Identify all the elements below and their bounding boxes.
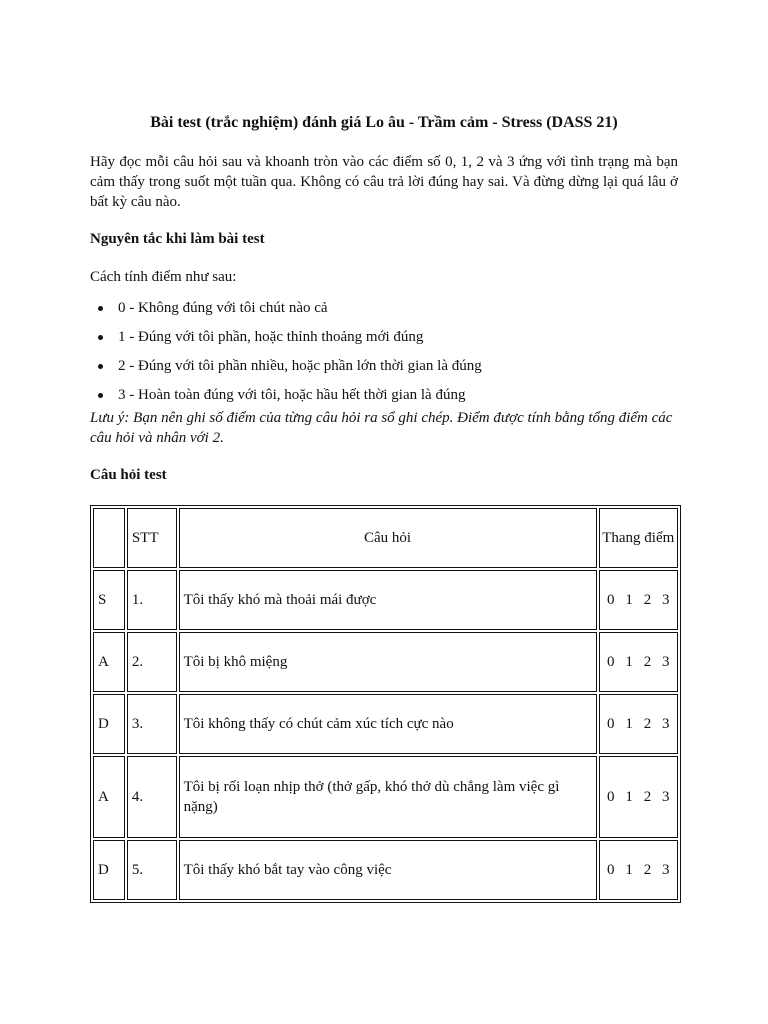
row-stt-cell: 2. [127, 632, 177, 692]
scoring-item: 2 - Đúng với tôi phần nhiều, hoặc phần lớn thời gian là đúng [90, 356, 482, 385]
row-stt-cell: 4. [127, 756, 177, 838]
table-row [93, 570, 678, 630]
row-question-cell: Tôi không thấy có chút cảm xúc tích cực nào [179, 694, 597, 754]
row-score-cell [599, 840, 678, 900]
table-header-row [93, 508, 678, 568]
row-stt-cell: 5. [127, 840, 177, 900]
header-question-cell: Câu hỏi [179, 508, 597, 568]
score-option[interactable]: 1 [625, 591, 633, 608]
row-stt-cell: 1. [127, 570, 177, 630]
table-row [93, 694, 678, 754]
score-option[interactable]: 1 [625, 653, 633, 670]
row-type-cell: A [93, 632, 125, 692]
row-question-cell: Tôi thấy khó mà thoải mái được [179, 570, 597, 630]
score-option[interactable]: 2 [643, 861, 652, 878]
score-option[interactable]: 0 [606, 653, 615, 670]
score-option[interactable]: 1 [625, 788, 633, 805]
score-option[interactable]: 3 [662, 591, 670, 608]
row-stt-cell: 3. [127, 694, 177, 754]
row-score-cell [599, 570, 678, 630]
scoring-item: 3 - Hoàn toàn đúng với tôi, hoặc hầu hết thời gian là đúng [90, 385, 482, 414]
row-score-cell [599, 756, 678, 838]
score-option[interactable]: 0 [606, 861, 615, 878]
questions-table [90, 505, 681, 903]
header-scale-cell: Thang điểm [599, 508, 678, 568]
header-stt-cell: STT [127, 508, 177, 568]
score-option[interactable]: 3 [662, 715, 670, 732]
row-score-cell [599, 694, 678, 754]
row-type-cell: A [93, 756, 125, 838]
score-option[interactable]: 0 [606, 591, 615, 608]
score-option[interactable]: 1 [625, 861, 633, 878]
score-option[interactable]: 0 [606, 715, 615, 732]
row-score-cell [599, 632, 678, 692]
score-option[interactable]: 0 [606, 788, 615, 805]
row-type-cell: S [93, 570, 125, 630]
scoring-item: 0 - Không đúng với tôi chút nào cả [90, 298, 482, 327]
note-paragraph: Lưu ý: Bạn nên ghi số điểm của từng câu hỏi ra sổ ghi chép. Điểm được tính bằng tổng điểm các câu hỏi và nhân với 2. [90, 410, 673, 446]
row-question-cell: Tôi bị khô miệng [179, 632, 597, 692]
score-option[interactable]: 1 [625, 715, 633, 732]
score-option[interactable]: 2 [643, 788, 652, 805]
table-row [93, 632, 678, 692]
row-type-cell: D [93, 694, 125, 754]
intro-paragraph: Hãy đọc mỗi câu hỏi sau và khoanh tròn vào các điểm số 0, 1, 2 và 3 ứng với tình trạng mà bạn cảm thấy trong suốt một tuần qua. Không có câu trả lời đúng hay sai. Và đừng dừng lại quá lâu ở bất kỳ câu nào. [90, 154, 678, 210]
row-question-cell: Tôi thấy khó bắt tay vào công việc [179, 840, 597, 900]
scoring-item: 1 - Đúng với tôi phần, hoặc thỉnh thoảng mới đúng [90, 327, 482, 356]
score-option[interactable]: 3 [662, 788, 670, 805]
score-option[interactable]: 2 [643, 715, 652, 732]
row-question-cell: Tôi bị rối loạn nhịp thở (thở gấp, khó thở dù chẳng làm việc gì nặng) [179, 756, 597, 838]
score-option[interactable]: 3 [662, 653, 670, 670]
questions-heading: Câu hỏi test [90, 467, 167, 483]
rules-heading: Nguyên tắc khi làm bài test [90, 231, 265, 247]
scoring-list [90, 298, 482, 414]
scoring-label: Cách tính điểm như sau: [90, 269, 237, 285]
score-option[interactable]: 3 [662, 861, 670, 878]
row-type-cell: D [93, 840, 125, 900]
score-option[interactable]: 2 [643, 591, 652, 608]
header-type-cell [93, 508, 125, 568]
table-row [93, 840, 678, 900]
score-option[interactable]: 2 [643, 653, 652, 670]
table-row [93, 756, 678, 838]
page-title: Bài test (trắc nghiệm) đánh giá Lo âu - Trầm cảm - Stress (DASS 21) [150, 114, 618, 131]
